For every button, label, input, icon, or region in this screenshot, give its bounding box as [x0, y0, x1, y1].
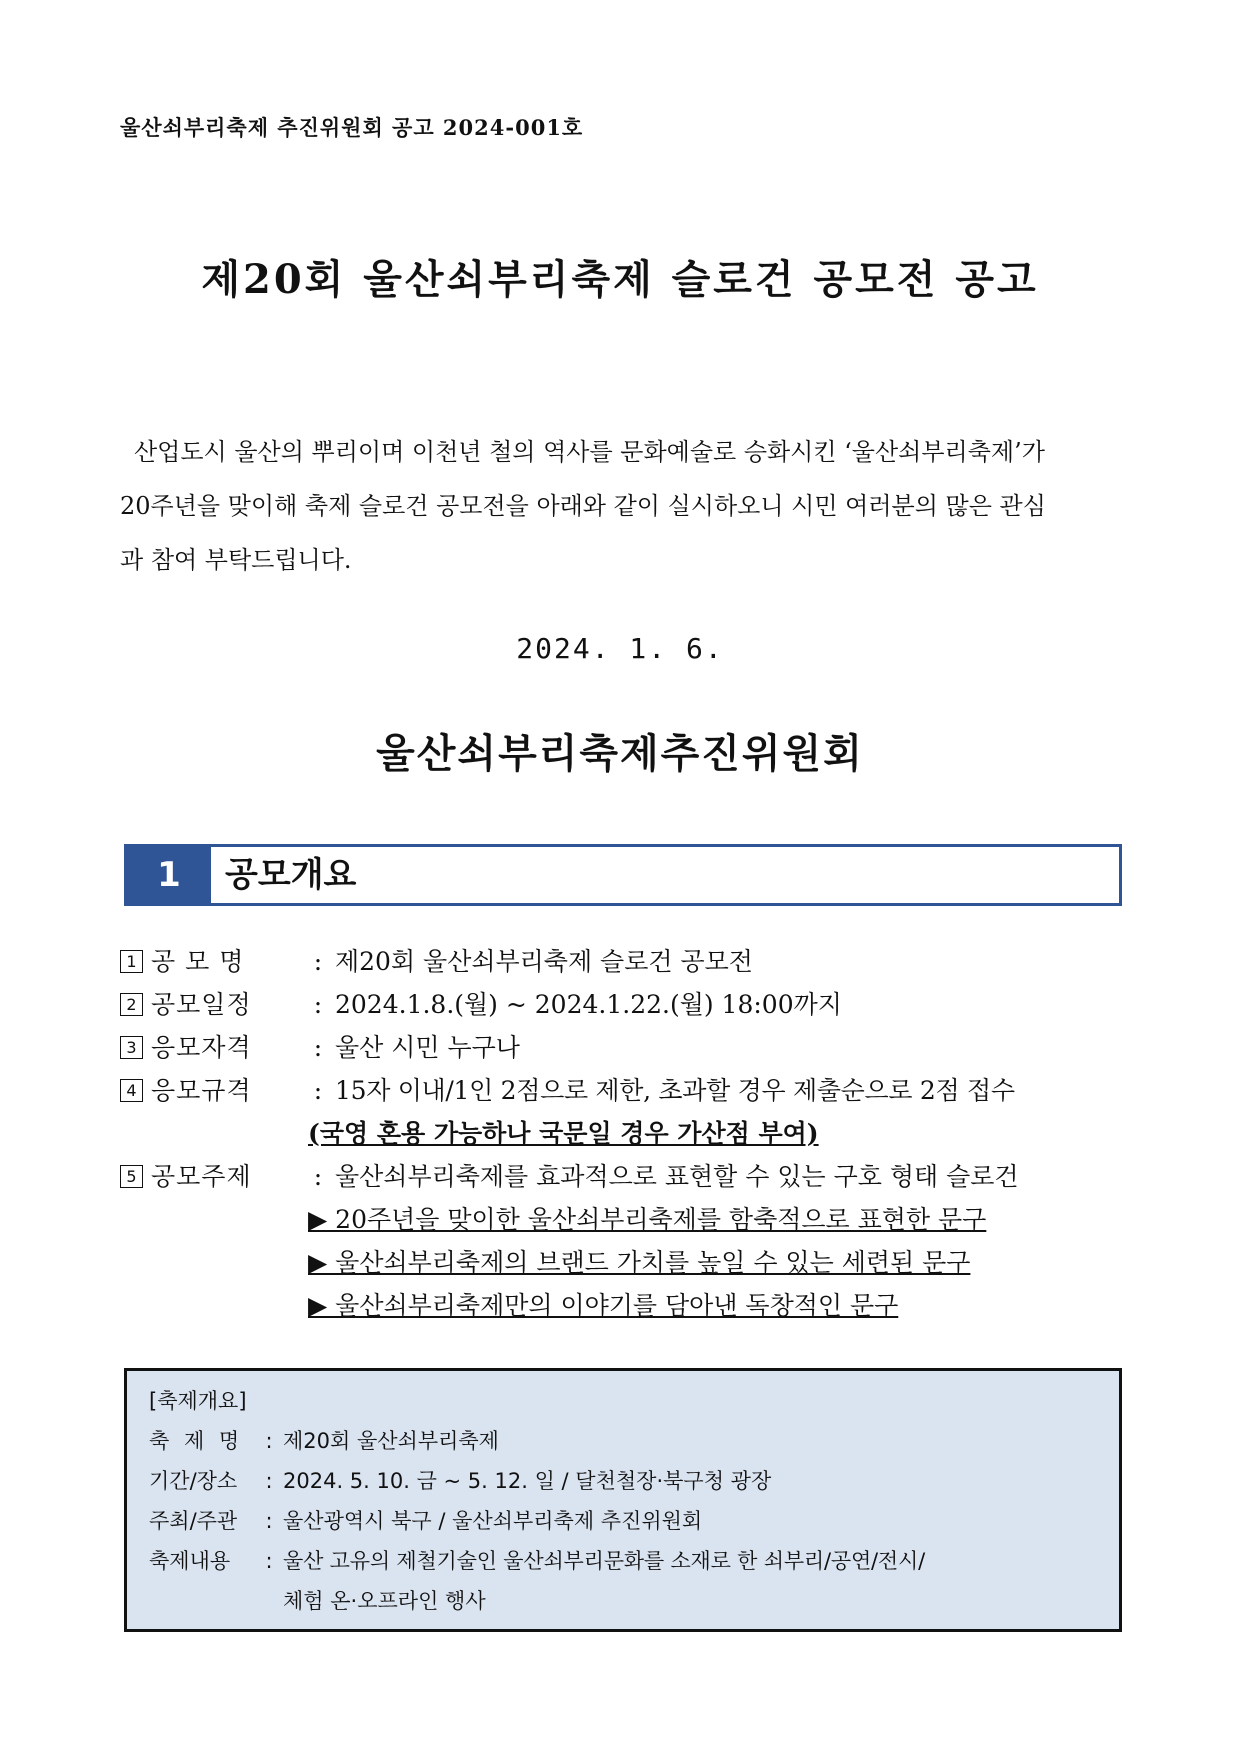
item-label: 공모일정 — [151, 990, 252, 1019]
item-number-box: 2 — [120, 993, 143, 1016]
item-number-box: 1 — [120, 950, 143, 973]
festival-row-content — [149, 1541, 925, 1581]
festival-row-label: 기간/장소 — [149, 1469, 238, 1493]
festival-info-box — [124, 1368, 1122, 1632]
notice-date: 2024. 1. 6. — [516, 632, 724, 665]
topic-point-2 — [308, 1243, 970, 1283]
item-separator: : — [313, 1162, 323, 1191]
festival-row-value: 울산광역시 북구 / 울산쇠부리축제 추진위원회 — [283, 1509, 703, 1533]
item-spec-note — [308, 1114, 819, 1154]
topic-point-1 — [308, 1200, 986, 1240]
item-value: 제20회 울산쇠부리축제 슬로건 공모전 — [335, 947, 753, 976]
item-value: 15자 이내/1인 2점으로 제한, 초과할 경우 제출순으로 2점 접수 — [335, 1076, 1015, 1105]
item-label: 응모규격 — [151, 1076, 252, 1105]
festival-row-period — [149, 1461, 771, 1501]
item-value: 울산쇠부리축제를 효과적으로 표현할 수 있는 구호 형태 슬로건 — [335, 1162, 1019, 1191]
section-header — [124, 844, 1122, 906]
festival-content-continued: 체험 온·오프라인 행사 — [283, 1589, 486, 1613]
festival-row-value: 제20회 울산쇠부리축제 — [283, 1429, 499, 1453]
topic-point-text: ▶ 울산쇠부리축제의 브랜드 가치를 높일 수 있는 세련된 문구 — [308, 1248, 971, 1277]
festival-row-separator: : — [265, 1469, 273, 1493]
item-schedule — [120, 985, 842, 1025]
festival-box-heading: [축제개요] — [149, 1389, 247, 1413]
item-topic — [120, 1157, 1019, 1197]
festival-row-separator: : — [265, 1429, 273, 1453]
festival-row-separator: : — [265, 1549, 273, 1573]
intro-line-3: 과 참여 부탁드립니다. — [120, 546, 352, 574]
festival-row-label: 축 제 명 — [149, 1429, 244, 1453]
intro-line-1: 산업도시 울산의 뿌리이며 이천년 철의 역사를 문화예술로 승화시킨 ‘울산쇠부리축제’가 — [134, 438, 1045, 466]
section-title: 공모개요 — [225, 855, 357, 895]
festival-row-label: 축제내용 — [149, 1549, 231, 1573]
festival-row-separator: : — [265, 1509, 273, 1533]
item-number-box: 4 — [120, 1079, 143, 1102]
spec-note-text: (국영 혼용 가능하나 국문일 경우 가산점 부여) — [308, 1119, 819, 1148]
item-number-box: 3 — [120, 1036, 143, 1059]
intro-paragraph — [120, 425, 1126, 587]
item-label: 공 모 명 — [151, 947, 245, 976]
festival-row-name — [149, 1421, 499, 1461]
item-number-box: 5 — [120, 1165, 143, 1188]
topic-point-3 — [308, 1286, 898, 1326]
item-contest-name — [120, 942, 753, 982]
section-number: 1 — [127, 847, 211, 903]
topic-point-text: ▶ 울산쇠부리축제만의 이야기를 담아낸 독창적인 문구 — [308, 1291, 899, 1320]
intro-line-2: 20주년을 맞이해 축제 슬로건 공모전을 아래와 같이 실시하오니 시민 여러분의 많은 관심 — [120, 492, 1046, 520]
item-separator: : — [313, 1033, 323, 1062]
festival-row-value: 2024. 5. 10. 금 ~ 5. 12. 일 / 달천철장·북구청 광장 — [283, 1469, 772, 1493]
item-value: 2024.1.8.(월) ~ 2024.1.22.(월) 18:00까지 — [335, 990, 842, 1019]
item-label: 공모주제 — [151, 1162, 252, 1191]
item-specification — [120, 1071, 1015, 1111]
item-separator: : — [313, 990, 323, 1019]
item-label: 응모자격 — [151, 1033, 252, 1062]
item-separator: : — [313, 947, 323, 976]
notice-number: 울산쇠부리축제 추진위원회 공고 2024-001호 — [120, 115, 584, 140]
item-eligibility — [120, 1028, 520, 1068]
item-value: 울산 시민 누구나 — [335, 1033, 520, 1062]
item-separator: : — [313, 1076, 323, 1105]
organization-name: 울산쇠부리축제추진위원회 — [376, 730, 864, 777]
topic-point-text: ▶ 20주년을 맞이한 울산쇠부리축제를 함축적으로 표현한 문구 — [308, 1205, 987, 1234]
festival-row-host — [149, 1501, 702, 1541]
page-title: 제20회 울산쇠부리축제 슬로건 공모전 공고 — [201, 256, 1039, 303]
festival-row-label: 주최/주관 — [149, 1509, 238, 1533]
festival-row-value: 울산 고유의 제철기술인 울산쇠부리문화를 소재로 한 쇠부리/공연/전시/ — [283, 1549, 925, 1573]
